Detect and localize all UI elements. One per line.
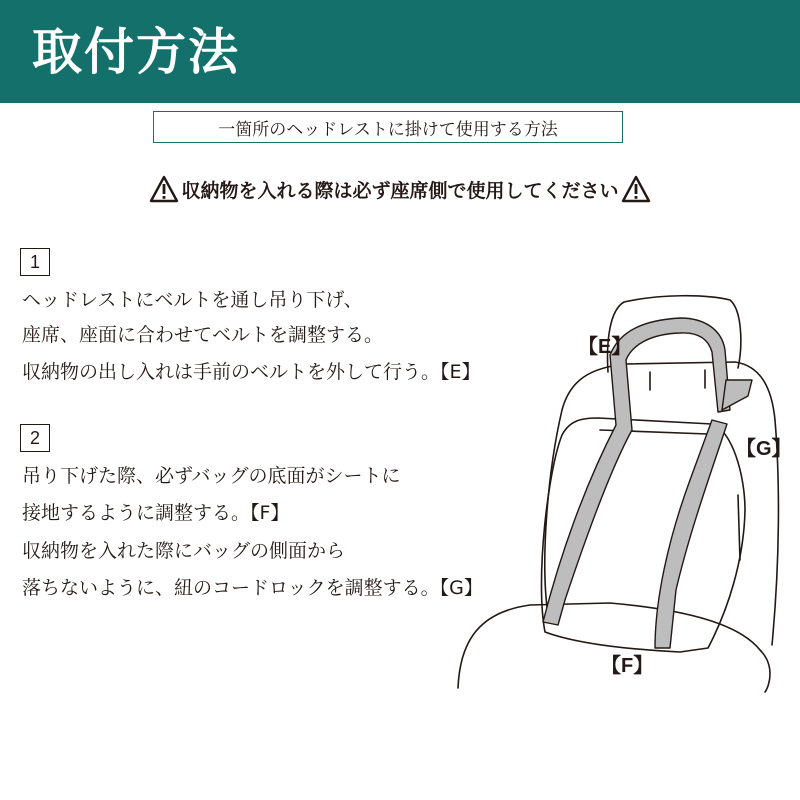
step-number-2: 2 [20, 424, 50, 452]
page-title: 取付方法 [32, 23, 240, 81]
subtitle-text: 一箇所のヘッドレストに掛けて使用する方法 [218, 119, 558, 140]
step-2-line-1: 吊り下げた際、必ずバッグの底面がシートに [22, 465, 401, 487]
strap-tail [722, 380, 752, 410]
label-f: 【F】 [601, 655, 654, 677]
warning-line [0, 172, 800, 206]
step-1-line-1: ヘッドレストにベルトを通し吊り下げ、 [22, 289, 363, 311]
label-e: 【E】 [578, 336, 632, 358]
warning-icon [149, 175, 179, 203]
header-bar [0, 0, 800, 103]
step-2-line-2: 接地するように調整する。【F】 [22, 502, 290, 524]
subtitle-box [153, 111, 623, 143]
step-2-line-4: 落ちないように、紐のコードロックを調整する。【G】 [22, 577, 483, 599]
warning-icon [621, 175, 651, 203]
label-g: 【G】 [736, 438, 792, 460]
step-number-1: 1 [20, 248, 50, 276]
warning-text: 収納物を入れる際は必ず座席側で使用してください [181, 179, 619, 202]
step-1-line-3: 収納物の出し入れは手前のベルトを外して行う。【E】 [22, 361, 481, 383]
strap-right [655, 420, 727, 648]
step-2-line-3: 収納物を入れた際にバッグの側面から [22, 540, 346, 562]
step-1-line-2: 座席、座面に合わせてベルトを調整する。 [22, 324, 384, 346]
